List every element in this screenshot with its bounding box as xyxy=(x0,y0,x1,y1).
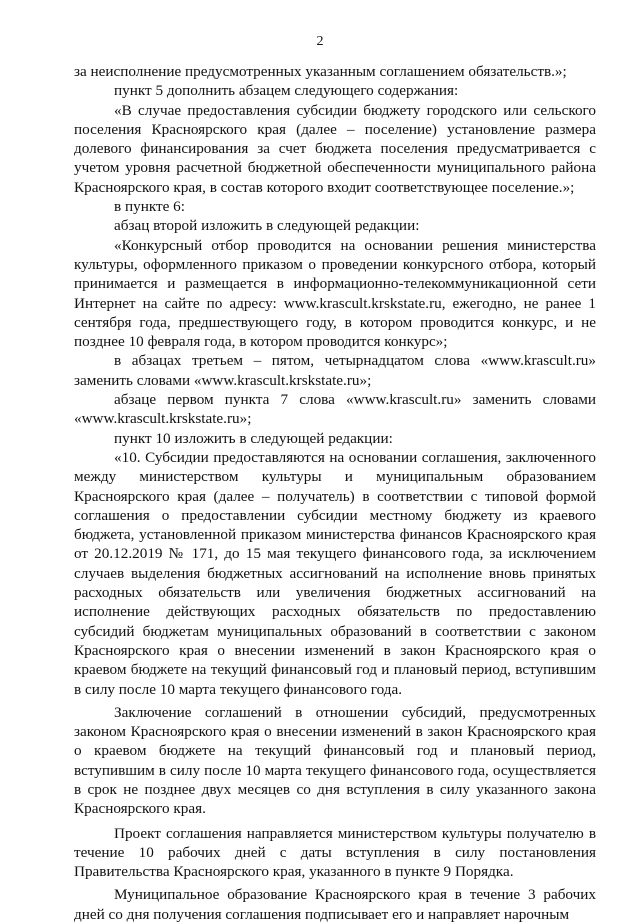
paragraph: абзац второй изложить в следующей редакции: xyxy=(114,217,420,235)
paragraph: Проект соглашения направляется министерством культуры получателю в течение 10 рабочих дней с даты вступления в силу постановления Правительства Красноярского края, указанного в пункте 9 Порядка. xyxy=(74,824,596,881)
paragraph: «Конкурсный отбор проводится на основании решения министерства культуры, оформленного приказом о проведении конкурсного отбора, который принимается и размещается в информационно-телекоммуникационной сети Интернет на сайте по адресу: www.krascult.krskstate.ru, ежегодно, не ранее 1 сентября года, предшествующего году, в котором проводится конкурс, и не позднее 10 февраля года, в котором проводится конкурс»; xyxy=(74,236,596,351)
paragraph: Муниципальное образование Красноярского края в течение 3 рабочих дней со дня получения соглашения подписывает его и направляет нарочным xyxy=(74,886,596,923)
paragraph: в абзацах третьем – пятом, четырнадцатом слова «www.krascult.ru» заменить словами «www.krascult.krskstate.ru»; xyxy=(74,352,596,389)
paragraph: абзаце первом пункта 7 слова «www.krascult.ru» заменить словами «www.krascult.krskstate.ru»; xyxy=(74,391,596,428)
paragraph: пункт 5 дополнить абзацем следующего содержания: xyxy=(114,82,459,100)
page-number: 2 xyxy=(316,34,324,49)
paragraph: пункт 10 изложить в следующей редакции: xyxy=(114,429,393,447)
paragraph: Заключение соглашений в отношении субсидий, предусмотренных законом Красноярского края о внесении изменений в закон Красноярского края о краевом бюджете на текущий финансовый год и плановый период, вступившим в силу после 10 марта текущего финансового года, осуществляется в срок не позднее двух месяцев со дня вступления в силу указанного закона Красноярского края. xyxy=(74,703,596,818)
paragraph: за неисполнение предусмотренных указанным соглашением обязательств.»; xyxy=(74,63,567,80)
paragraph: в пункте 6: xyxy=(114,198,185,216)
document-body xyxy=(74,62,596,924)
paragraph: «10. Субсидии предоставляются на основании соглашения, заключенного между министерством культуры и муниципальным образованием Красноярского края (далее – получатель) в соответствии с типовой формой соглашения о предоставлении субсидии местному бюджету из краевого бюджета, установленной приказом министерства финансов Красноярского края от 20.12.2019 № 171, до 15 мая текущего финансового года, за исключением случаев выделения бюджетных ассигнований на исполнение вновь принятых расходных обязательств или увеличения бюджетных ассигнований на исполнение действующих расходных обязательств по предоставлению субсидий бюджетам муниципальных образований в соответствии с законом Красноярского края о внесении изменений в закон Красноярского края о краевом бюджете на текущий финансовый год и плановый период, вступившим в силу после 10 марта текущего финансового года. xyxy=(74,448,596,698)
paragraph: «В случае предоставления субсидии бюджету городского или сельского поселения Красноярского края (далее – поселение) установление размера долевого финансирования за счет бюджета поселения предусматривается с учетом уровня расчетной бюджетной обеспеченности муниципального района Красноярского края, в состав которого входит соответствующее поселение.»; xyxy=(74,101,596,196)
